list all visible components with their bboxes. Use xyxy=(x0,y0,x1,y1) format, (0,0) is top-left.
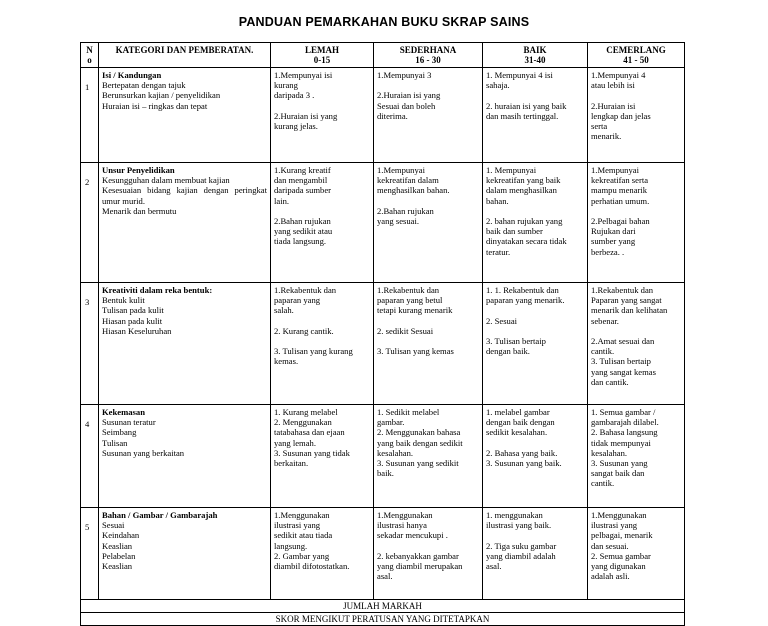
lemah-cell xyxy=(271,68,374,163)
criteria-text: 1. Semua gambar / gambarajah dilabel. 2. Bahasa langsung tidak mempunyai kesalahan. 3. Susunan yang sangat baik dan cantik. xyxy=(591,407,659,489)
criteria-text: 1.Mempunyai 3 2.Huraian isi yang Sesuai dan boleh diterima. xyxy=(377,70,441,121)
category-line: Seimbang xyxy=(102,427,137,438)
criteria-text: 1.Rekabentuk dan paparan yang betul tetapi kurang menarik 2. sedikit Sesuai 3. Tulisan yang kemas xyxy=(377,285,454,357)
criteria-text: 1.Mempunyai 4 atau lebih isi 2.Huraian isi lengkap dan jelas serta menarik. xyxy=(591,70,651,142)
table-row xyxy=(81,405,685,508)
lemah-cell xyxy=(271,163,374,283)
row-number: 3 xyxy=(81,283,99,405)
cemerlang-cell xyxy=(588,405,685,508)
document-title: PANDUAN PEMARKAHAN BUKU SKRAP SAINS xyxy=(238,15,530,29)
category-line: Hiasan pada kulit xyxy=(102,315,163,326)
level-name: SEDERHANA xyxy=(399,45,457,55)
total-label: JUMLAH MARKAH xyxy=(81,600,685,613)
row-number: 4 xyxy=(81,405,99,508)
baik-cell xyxy=(483,68,588,163)
category-cell xyxy=(99,405,271,508)
sederhana-cell xyxy=(374,163,483,283)
lemah-cell xyxy=(271,283,374,405)
category-line: Sesuai xyxy=(102,520,125,531)
level-range: 41 - 50 xyxy=(623,55,649,65)
criteria-text: 1. Mempunyai 4 isi sahaja. 2. huraian isi yang baik dan masih tertinggal. xyxy=(486,70,567,121)
criteria-text: 1.Rekabentuk dan paparan yang salah. 2. Kurang cantik. 3. Tulisan yang kurang kemas. xyxy=(274,285,353,367)
criteria-text: 1. Kurang melabel 2. Menggunakan tatabahasa dan ejaan yang lemah. 3. Susunan yang tidak berkaitan. xyxy=(274,407,350,469)
category-line: Hiasan Keseluruhan xyxy=(102,325,172,336)
cemerlang-cell xyxy=(588,508,685,600)
category-line: Susunan yang berkaitan xyxy=(102,447,185,458)
sederhana-cell xyxy=(374,405,483,508)
category-title: Bahan / Gambar / Gambarajah xyxy=(102,510,218,520)
level-name: CEMERLANG xyxy=(606,45,666,55)
baik-cell xyxy=(483,405,588,508)
category-title: Kreativiti dalam reka bentuk: xyxy=(102,285,213,295)
header-no: N o xyxy=(81,43,99,68)
category-line: Keaslian xyxy=(102,561,133,572)
level-name: BAIK xyxy=(523,45,547,55)
category-line: Tulisan pada kulit xyxy=(102,305,164,316)
criteria-text: 1. melabel gambar dengan baik dengan sedikit kesalahan. 2. Bahasa yang baik. 3. Susunan yang baik. xyxy=(486,407,562,469)
criteria-text: 1.Menggunakan ilustrasi yang sedikit atau tiada langsung. 2. Gambar yang diambil difotostatkan. xyxy=(274,510,350,572)
category-title: Kekemasan xyxy=(102,407,145,417)
cemerlang-cell xyxy=(588,283,685,405)
category-line: Susunan teratur xyxy=(102,417,156,428)
sederhana-cell xyxy=(374,508,483,600)
level-range: 31-40 xyxy=(524,55,546,65)
criteria-text: 1. Mempunyai kekreatifan yang baik dalam menghasilkan bahan. 2. bahan rujukan yang baik dan sumber dinyatakan secara tidak teratur. xyxy=(486,165,567,257)
header-level-lemah xyxy=(271,43,374,68)
criteria-text: 1. menggunakan ilustrasi yang baik. 2. Tiga suku gambar yang diambil adalah asal. xyxy=(486,510,557,572)
baik-cell xyxy=(483,283,588,405)
baik-cell xyxy=(483,163,588,283)
category-line: Tulisan xyxy=(102,437,128,448)
header-level-baik xyxy=(483,43,588,68)
score-row xyxy=(81,613,685,626)
category-line: Menarik dan bermutu xyxy=(102,205,177,216)
category-cell xyxy=(99,283,271,405)
category-line: Berunsurkan kajian / penyelidikan xyxy=(102,90,221,101)
rubric-table xyxy=(80,42,685,626)
category-line: Huraian isi – ringkas dan tepat xyxy=(102,100,208,111)
table-header-row xyxy=(81,43,685,68)
criteria-text: 1. Sedikit melabel gambar. 2. Menggunakan bahasa yang baik dengan sedikit kesalahan. 3. Susunan yang sedikit baik. xyxy=(377,407,463,479)
lemah-cell xyxy=(271,405,374,508)
level-name: LEMAH xyxy=(304,45,339,55)
category-cell xyxy=(99,163,271,283)
category-line: Bentuk kulit xyxy=(102,295,145,306)
criteria-text: 1.Menggunakan ilustrasi hanya sekadar mencukupi . 2. kebanyakkan gambar yang diambil merupakan asal. xyxy=(377,510,463,582)
row-number: 5 xyxy=(81,508,99,600)
cemerlang-cell xyxy=(588,163,685,283)
category-line: Keaslian xyxy=(102,540,133,551)
header-level-cemerlang xyxy=(588,43,685,68)
category-line: Bertepatan dengan tajuk xyxy=(102,80,186,91)
score-label: SKOR MENGIKUT PERATUSAN YANG DITETAPKAN xyxy=(81,613,685,626)
header-category: KATEGORI DAN PEMBERATAN. xyxy=(99,43,271,68)
criteria-text: 1.Kurang kreatif dan mengambil daripada sumber lain. 2.Bahan rujukan yang sedikit atau tiada langsung. xyxy=(274,165,333,247)
table-row xyxy=(81,163,685,283)
criteria-text: 1.Menggunakan ilustrasi yang pelbagai, menarik dan sesuai. 2. Semua gambar yang digunakan adalah asli. xyxy=(591,510,653,582)
category-cell xyxy=(99,508,271,600)
category-title: Unsur Penyelidikan xyxy=(102,165,175,175)
criteria-text: 1.Mempunyai kekreatifan dalam menghasilkan bahan. 2.Bahan rujukan yang sesuai. xyxy=(377,165,450,227)
category-line: Keindahan xyxy=(102,530,140,541)
criteria-text: 1.Mempunyai isi kurang daripada 3 . 2.Huraian isi yang kurang jelas. xyxy=(274,70,338,132)
row-number: 1 xyxy=(81,68,99,163)
sederhana-cell xyxy=(374,68,483,163)
total-row xyxy=(81,600,685,613)
header-level-sederhana xyxy=(374,43,483,68)
table-row xyxy=(81,508,685,600)
lemah-cell xyxy=(271,508,374,600)
sederhana-cell xyxy=(374,283,483,405)
level-range: 0-15 xyxy=(313,55,331,65)
row-number: 2 xyxy=(81,163,99,283)
cemerlang-cell xyxy=(588,68,685,163)
category-line: Kesungguhan dalam membuat kajian xyxy=(102,175,230,186)
criteria-text: 1.Mempunyai kekreatifan serta mampu menarik perhatian umum. 2.Pelbagai bahan Rujukan dari sumber yang berbeza. . xyxy=(591,165,650,257)
category-cell xyxy=(99,68,271,163)
category-line: Pelabelan xyxy=(102,550,136,561)
criteria-text: 1. 1. Rekabentuk dan paparan yang menarik. 2. Sesuai 3. Tulisan bertaip dengan baik. xyxy=(486,285,565,357)
category-title: Isi / Kandungan xyxy=(102,70,162,80)
baik-cell xyxy=(483,508,588,600)
table-row xyxy=(81,68,685,163)
category-line: Kesesuaian bidang kajian dengan peringkat umur murid. xyxy=(102,185,267,206)
level-range: 16 - 30 xyxy=(415,55,441,65)
table-row xyxy=(81,283,685,405)
criteria-text: 1.Rekabentuk dan Paparan yang sangat menarik dan kelihatan sebenar. 2.Amat sesuai dan cantik. 3. Tulisan bertaip yang sangat kemas dan cantik. xyxy=(591,285,668,387)
